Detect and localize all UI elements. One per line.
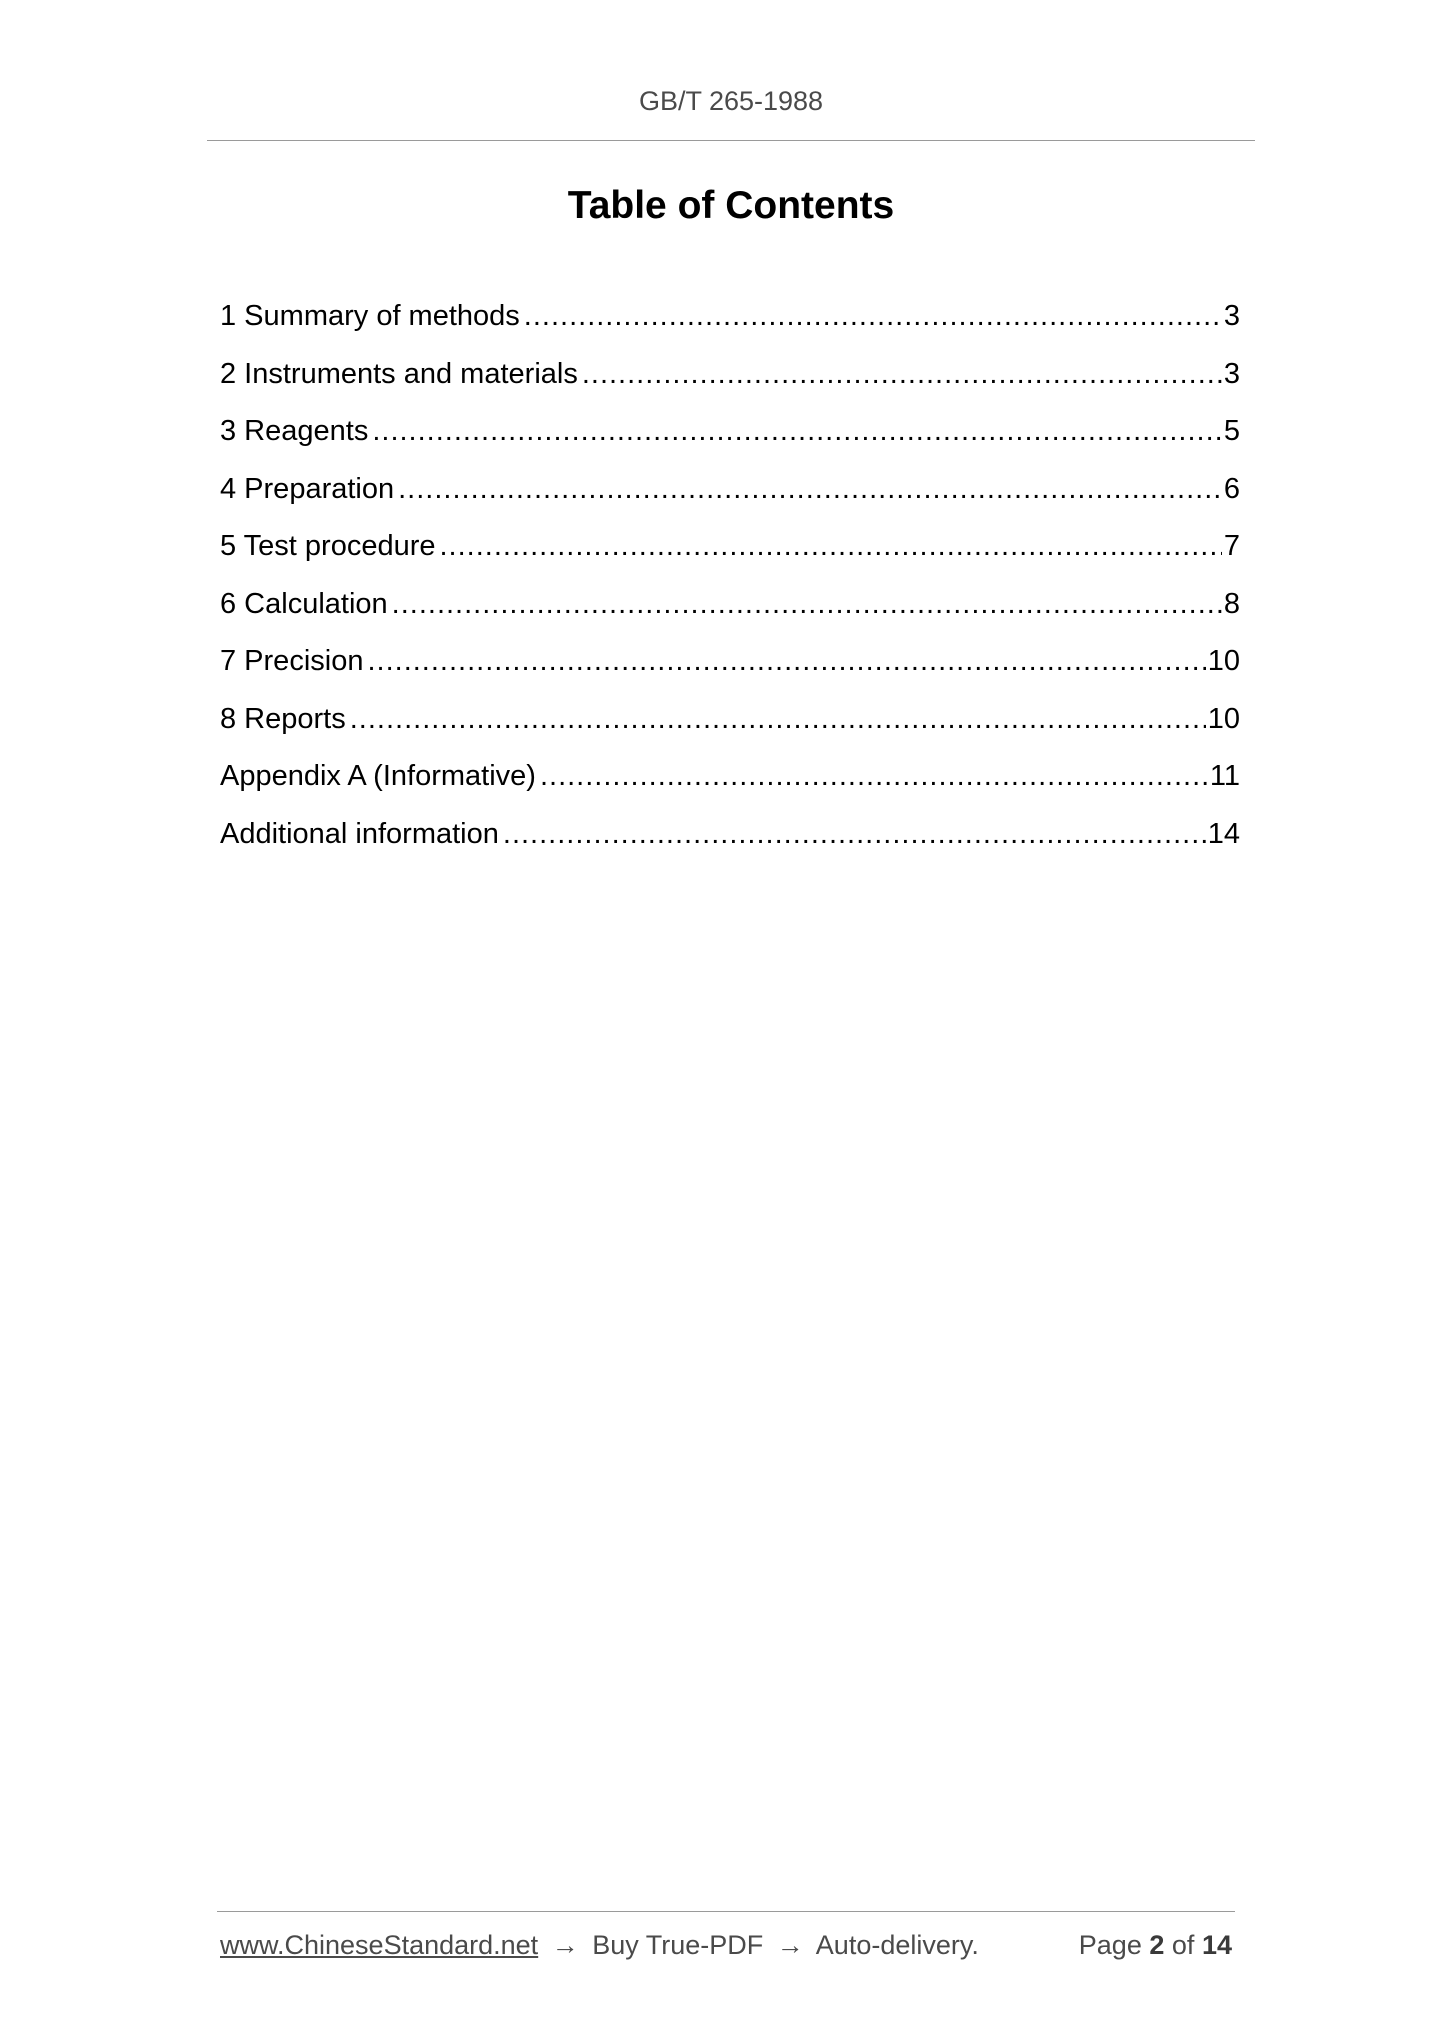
page-footer: [220, 1930, 1232, 1961]
toc-entry-label: Additional information: [220, 817, 499, 850]
delivery-text: Auto-delivery.: [815, 1930, 979, 1960]
page-title: Table of Contents: [567, 184, 895, 227]
toc-entry-page: 10: [1207, 702, 1240, 735]
toc-dot-leader: [440, 526, 1222, 566]
toc-dot-leader: [398, 469, 1222, 509]
page-number: [1079, 1930, 1232, 1961]
toc-dot-leader: [350, 699, 1206, 739]
toc-entry-precision[interactable]: [220, 641, 1240, 699]
of-word: of: [1171, 1930, 1195, 1960]
toc-entry-label: 6 Calculation: [220, 587, 388, 620]
header-divider: [207, 140, 1255, 141]
toc-entry-page: 3: [1223, 300, 1240, 332]
toc-dot-leader: [503, 814, 1206, 854]
footer-divider: [217, 1911, 1235, 1912]
toc-entry-page: 14: [1207, 817, 1240, 850]
toc-entry-appendix-a[interactable]: [220, 756, 1240, 814]
toc-entry-instruments-and-materials[interactable]: [220, 354, 1240, 412]
toc-entry-page: 11: [1209, 760, 1240, 792]
arrow-right-icon: →: [776, 1930, 804, 1960]
toc-entry-summary-of-methods[interactable]: [220, 296, 1240, 354]
page-word: Page: [1078, 1930, 1142, 1960]
arrow-right-icon: →: [551, 1930, 579, 1960]
toc-dot-leader: [540, 756, 1208, 796]
current-page: 2: [1149, 1930, 1165, 1960]
toc-dot-leader: [582, 354, 1222, 394]
toc-entry-label: 7 Precision: [220, 645, 364, 677]
toc-entry-label: 5 Test procedure: [220, 530, 436, 562]
footer-promo: [220, 1930, 979, 1961]
toc-entry-page: 8: [1223, 587, 1240, 620]
toc-dot-leader: [524, 296, 1222, 336]
toc-dot-leader: [367, 641, 1205, 681]
site-link[interactable]: www.ChineseStandard.net: [220, 1930, 539, 1960]
toc-entry-label: 2 Instruments and materials: [220, 357, 578, 390]
toc-entry-label: 8 Reports: [220, 702, 346, 735]
toc-entry-label: 3 Reagents: [220, 415, 369, 447]
toc-entry-page: 6: [1223, 472, 1240, 505]
toc-entry-label: 1 Summary of methods: [220, 300, 520, 332]
toc-entry-additional-information[interactable]: [220, 814, 1240, 872]
buy-text: Buy True-PDF: [592, 1930, 764, 1960]
toc-entry-page: 3: [1223, 357, 1240, 390]
toc-dot-leader: [372, 411, 1222, 451]
toc-entry-reagents[interactable]: [220, 411, 1240, 469]
toc-entry-label: Appendix A (Informative): [220, 760, 536, 792]
toc-entry-calculation[interactable]: [220, 584, 1240, 642]
toc-entry-page: 5: [1223, 415, 1240, 447]
table-of-contents: [220, 296, 1240, 871]
document-id: GB/T 265-1988: [638, 86, 824, 116]
toc-entry-reports[interactable]: [220, 699, 1240, 757]
toc-entry-preparation[interactable]: [220, 469, 1240, 527]
total-pages: 14: [1201, 1930, 1232, 1960]
toc-dot-leader: [392, 584, 1222, 624]
page-header: [207, 86, 1255, 117]
toc-entry-page: 7: [1223, 530, 1240, 562]
toc-entry-page: 10: [1207, 645, 1240, 677]
toc-entry-test-procedure[interactable]: [220, 526, 1240, 584]
toc-entry-label: 4 Preparation: [220, 472, 395, 505]
